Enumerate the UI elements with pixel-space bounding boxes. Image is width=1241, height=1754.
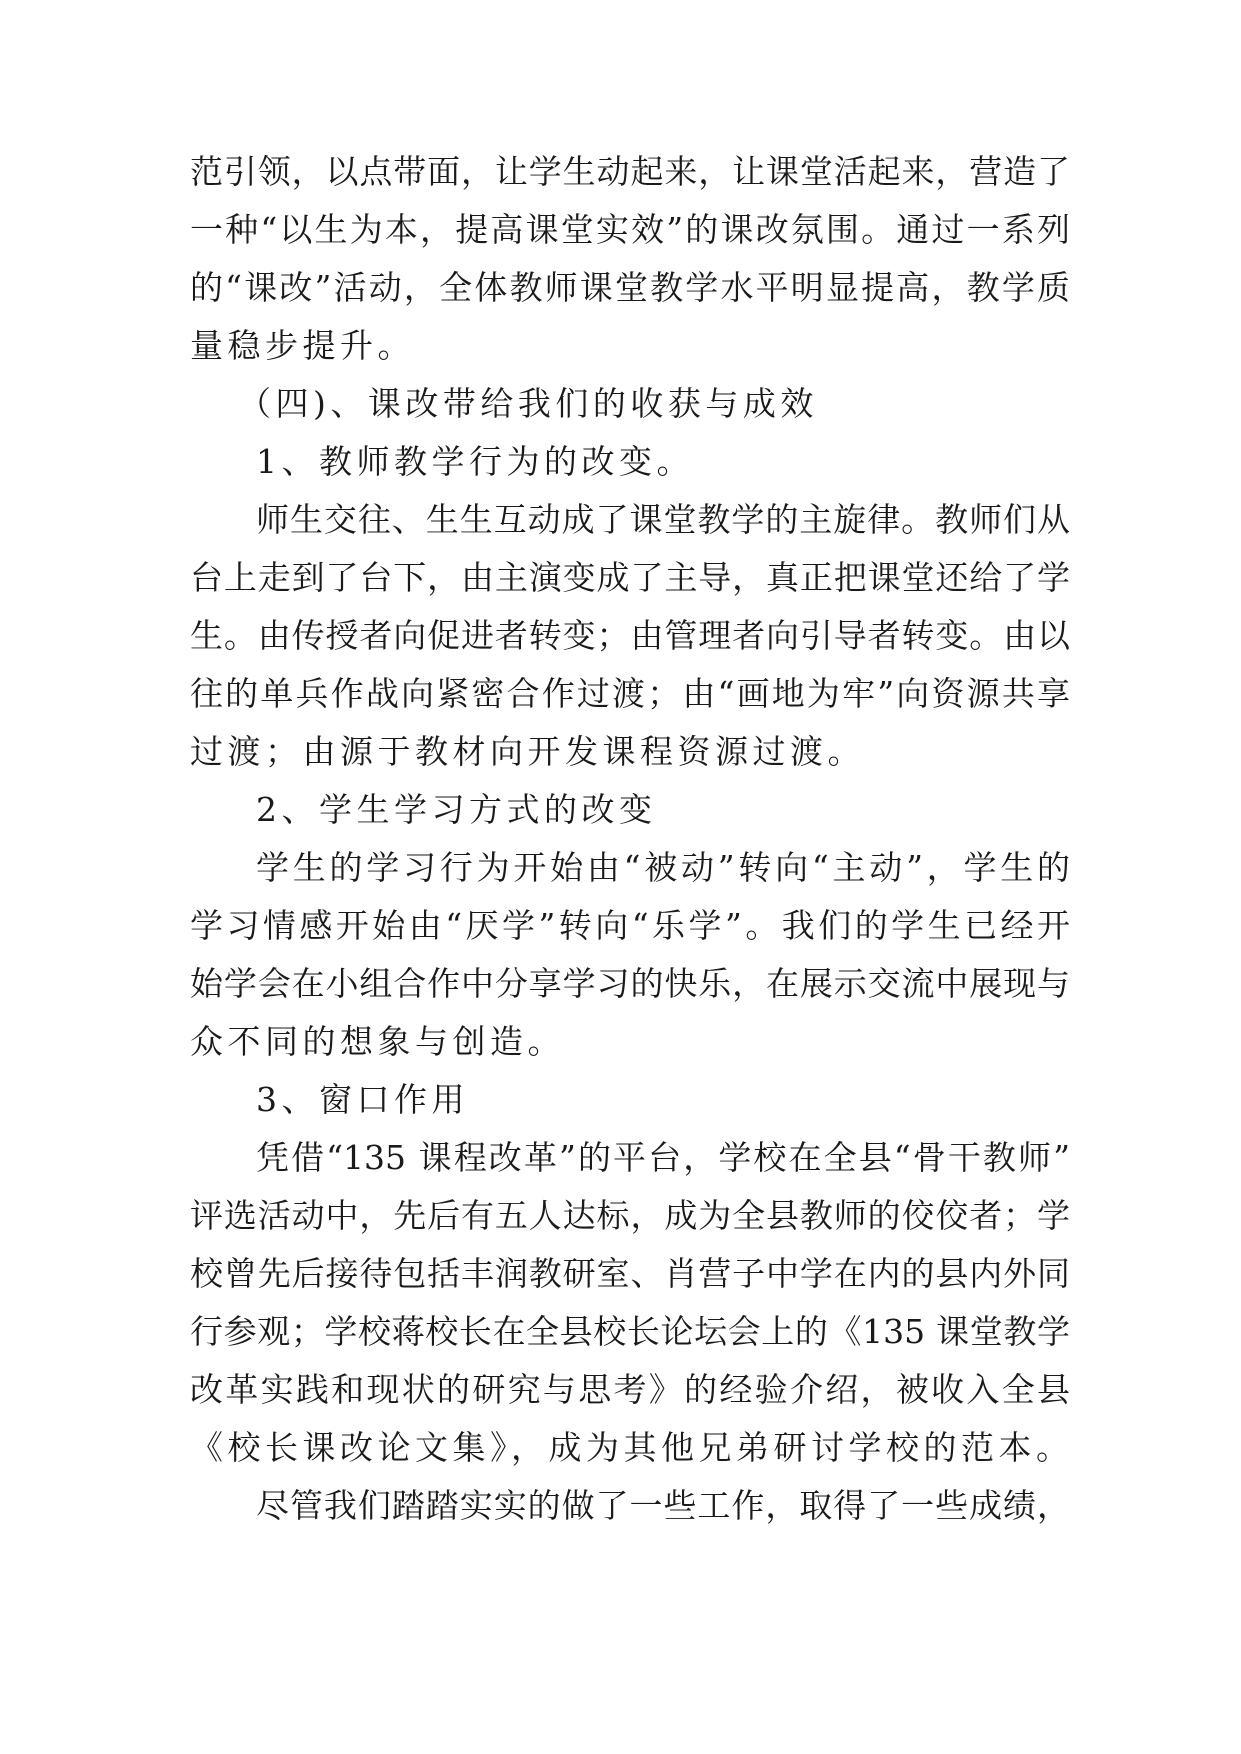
paragraph-line: 的“课改”活动，全体教师课堂教学水平明显提高，教学质: [190, 268, 1070, 307]
paragraph-line: 量稳步提升。: [190, 326, 415, 365]
paragraph-line: 行参观；学校蒋校长在全县校长论坛会上的《135 课堂教学: [190, 1312, 1070, 1351]
paragraph-line: 评选活动中，先后有五人达标，成为全县教师的佼佼者；学: [190, 1196, 1070, 1235]
paragraph-line: 改革实践和现状的研究与思考》的经验介绍，被收入全县: [190, 1370, 1070, 1409]
paragraph-line: 一种“以生为本，提高课堂实效”的课改氛围。通过一系列: [190, 210, 1070, 249]
paragraph-line: 范引领，以点带面，让学生动起来，让课堂活起来，营造了: [190, 152, 1070, 191]
paragraph-line: 过渡；由源于教材向开发课程资源过渡。: [190, 732, 865, 771]
paragraph-line: 师生交往、生生互动成了课堂教学的主旋律。教师们从: [256, 500, 1070, 539]
paragraph-line: 尽管我们踏踏实实的做了一些工作，取得了一些成绩，: [256, 1486, 1070, 1525]
subsection-heading: 2、学生学习方式的改变: [256, 790, 657, 829]
paragraph-line: 台上走到了台下，由主演变成了主导，真正把课堂还给了学: [190, 558, 1070, 597]
paragraph-line: 生。由传授者向促进者转变；由管理者向引导者转变。由以: [190, 616, 1070, 655]
subsection-heading: 1、教师教学行为的改变。: [256, 442, 694, 481]
paragraph-line: 众不同的想象与创造。: [190, 1022, 565, 1061]
paragraph-line: 凭借“135 课程改革”的平台，学校在全县“骨干教师”: [256, 1138, 1070, 1177]
paragraph-line: 学习情感开始由“厌学”转向“乐学”。我们的学生已经开: [190, 906, 1070, 945]
section-heading: （四)、课改带给我们的收获与成效: [238, 384, 818, 423]
paragraph-line: 《校长课改论文集》，成为其他兄弟研讨学校的范本。: [190, 1428, 1074, 1467]
subsection-heading: 3、窗口作用: [256, 1080, 469, 1119]
paragraph-line: 学生的学习行为开始由“被动”转向“主动”，学生的: [256, 848, 1070, 887]
paragraph-line: 始学会在小组合作中分享学习的快乐，在展示交流中展现与: [190, 964, 1070, 1003]
paragraph-line: 校曾先后接待包括丰润教研室、肖营子中学在内的县内外同: [190, 1254, 1070, 1293]
paragraph-line: 往的单兵作战向紧密合作过渡；由“画地为牢”向资源共享: [190, 674, 1070, 713]
